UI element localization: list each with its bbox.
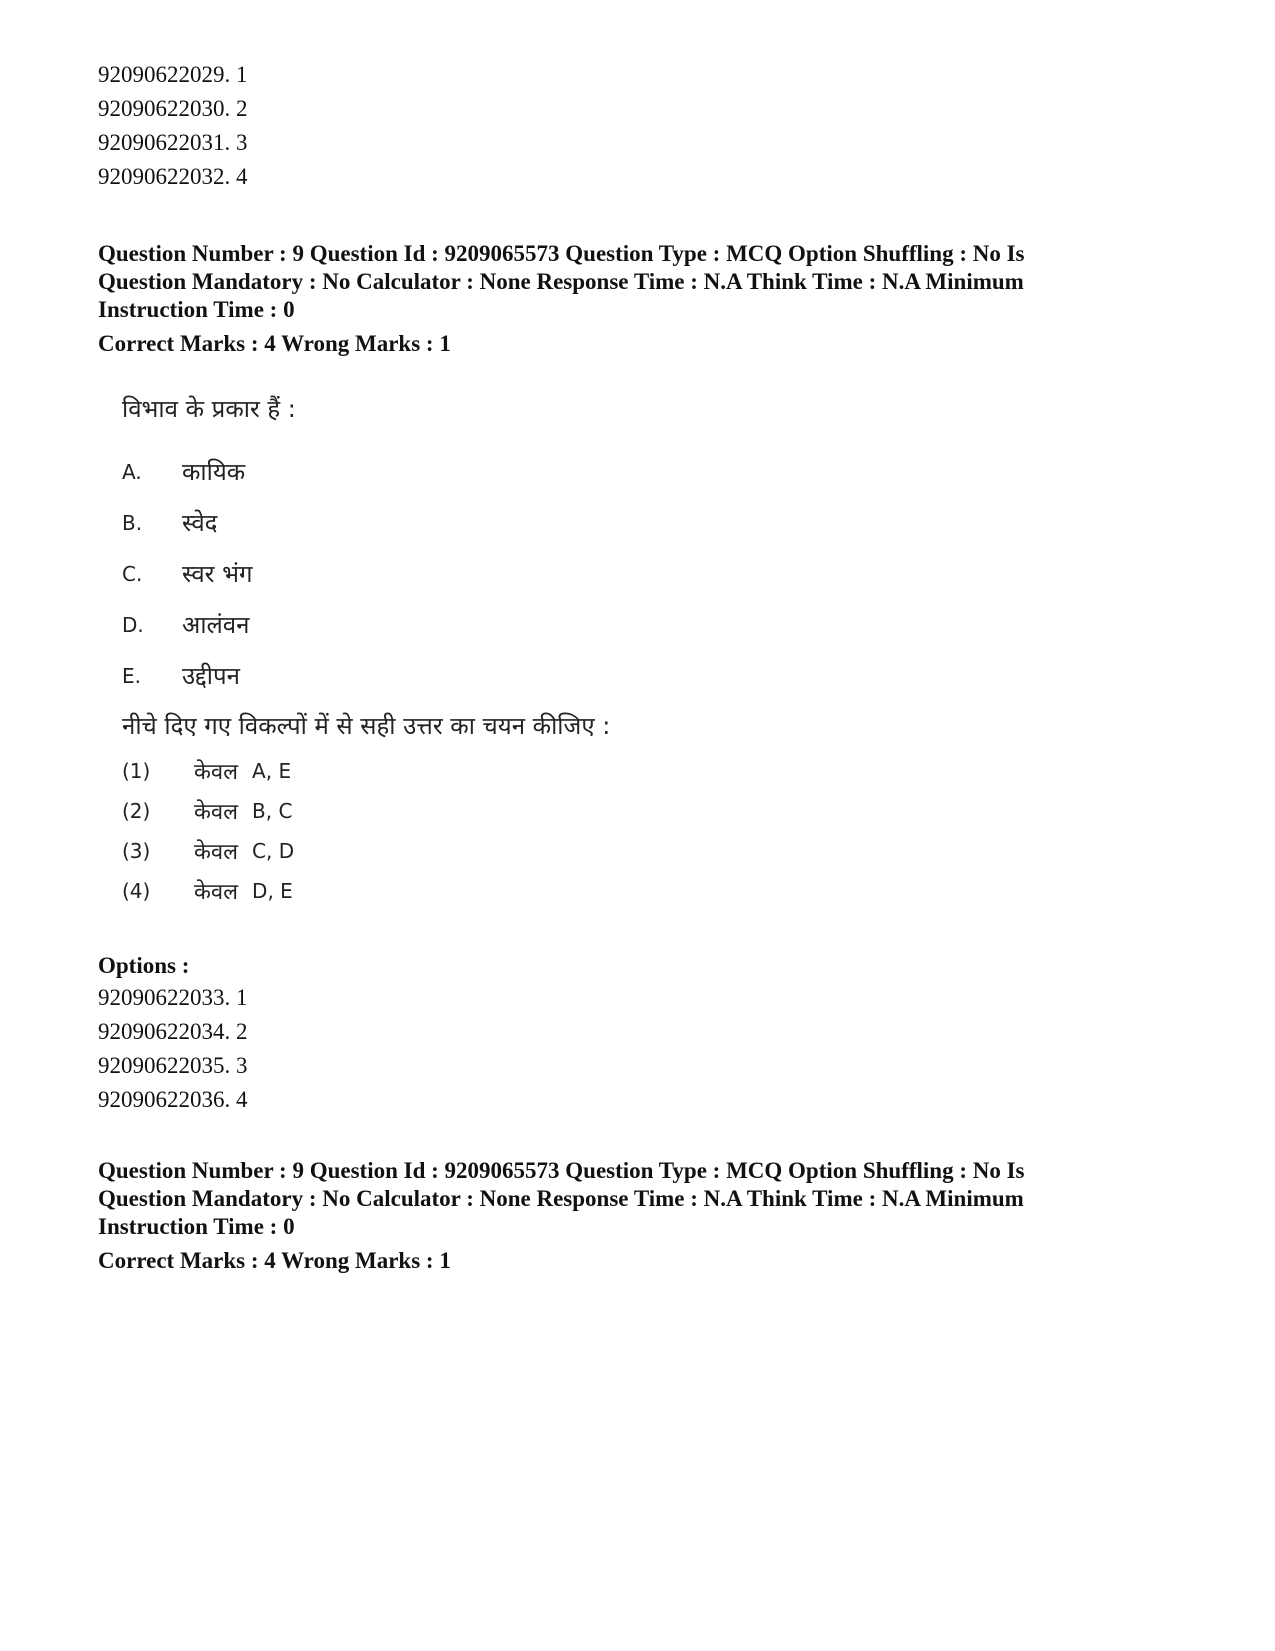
item-text: स्वेद (182, 509, 218, 537)
choice-word: केवल (194, 760, 239, 785)
option-line: 92090622035. 3 (98, 1053, 248, 1078)
previous-options-list (98, 58, 1198, 194)
choice-number: (3) (122, 839, 151, 863)
next-question-marks: Correct Marks : 4 Wrong Marks : 1 (98, 1248, 451, 1273)
option-line: 92090622029. 1 (98, 62, 248, 87)
choice-number: (1) (122, 759, 151, 783)
item-label: D. (122, 612, 144, 637)
option-line: 92090622036. 4 (98, 1087, 248, 1112)
answer-choice (122, 751, 822, 791)
answer-choice (122, 831, 822, 871)
option-line: 92090622032. 4 (98, 164, 248, 189)
option-line: 92090622030. 2 (98, 96, 248, 121)
document-page (98, 58, 1198, 1275)
choice-number: (4) (122, 879, 151, 903)
item-text: कायिक (182, 458, 246, 486)
question-item (122, 599, 822, 650)
answer-choice (122, 871, 822, 911)
choice-number: (2) (122, 799, 151, 823)
answer-choice (122, 791, 822, 831)
next-question-meta: Question Number : 9 Question Id : 9209065573 Question Type : MCQ Option Shuffling : No Is Question Mandatory : No Calculator : None Response Time : N.A Think Time : N.A Minimum Instruction Time : 0 (98, 1158, 1025, 1239)
question-item (122, 446, 822, 497)
item-label: A. (122, 459, 142, 484)
item-text: उद्दीपन (182, 662, 240, 690)
option-line: 92090622034. 2 (98, 1019, 248, 1044)
options-list (98, 981, 1198, 1117)
choice-letters: C, D (252, 839, 295, 863)
options-heading: Options : (98, 953, 190, 978)
question-stem: विभाव के प्रकार हैं : (122, 395, 296, 423)
item-text: स्वर भंग (182, 560, 253, 588)
question-marks: Correct Marks : 4 Wrong Marks : 1 (98, 331, 451, 356)
item-text: आलंवन (182, 611, 250, 639)
choice-letters: B, C (252, 799, 293, 823)
choice-letters: A, E (252, 759, 292, 783)
option-line: 92090622033. 1 (98, 985, 248, 1010)
question-item (122, 548, 822, 599)
question-instruction: नीचे दिए गए विकल्पों में से सही उत्तर का चयन कीजिए : (122, 712, 611, 740)
choice-word: केवल (194, 880, 239, 905)
item-label: C. (122, 561, 143, 586)
choice-word: केवल (194, 800, 239, 825)
question-item (122, 497, 822, 548)
choice-letters: D, E (252, 879, 293, 903)
question-image (122, 394, 822, 911)
option-line: 92090622031. 3 (98, 130, 248, 155)
question-meta: Question Number : 9 Question Id : 9209065573 Question Type : MCQ Option Shuffling : No Is Question Mandatory : No Calculator : None Response Time : N.A Think Time : N.A Minimum Instruction Time : 0 (98, 241, 1025, 322)
choice-word: केवल (194, 840, 239, 865)
item-label: B. (122, 510, 143, 535)
question-item (122, 650, 822, 701)
item-label: E. (122, 663, 141, 688)
